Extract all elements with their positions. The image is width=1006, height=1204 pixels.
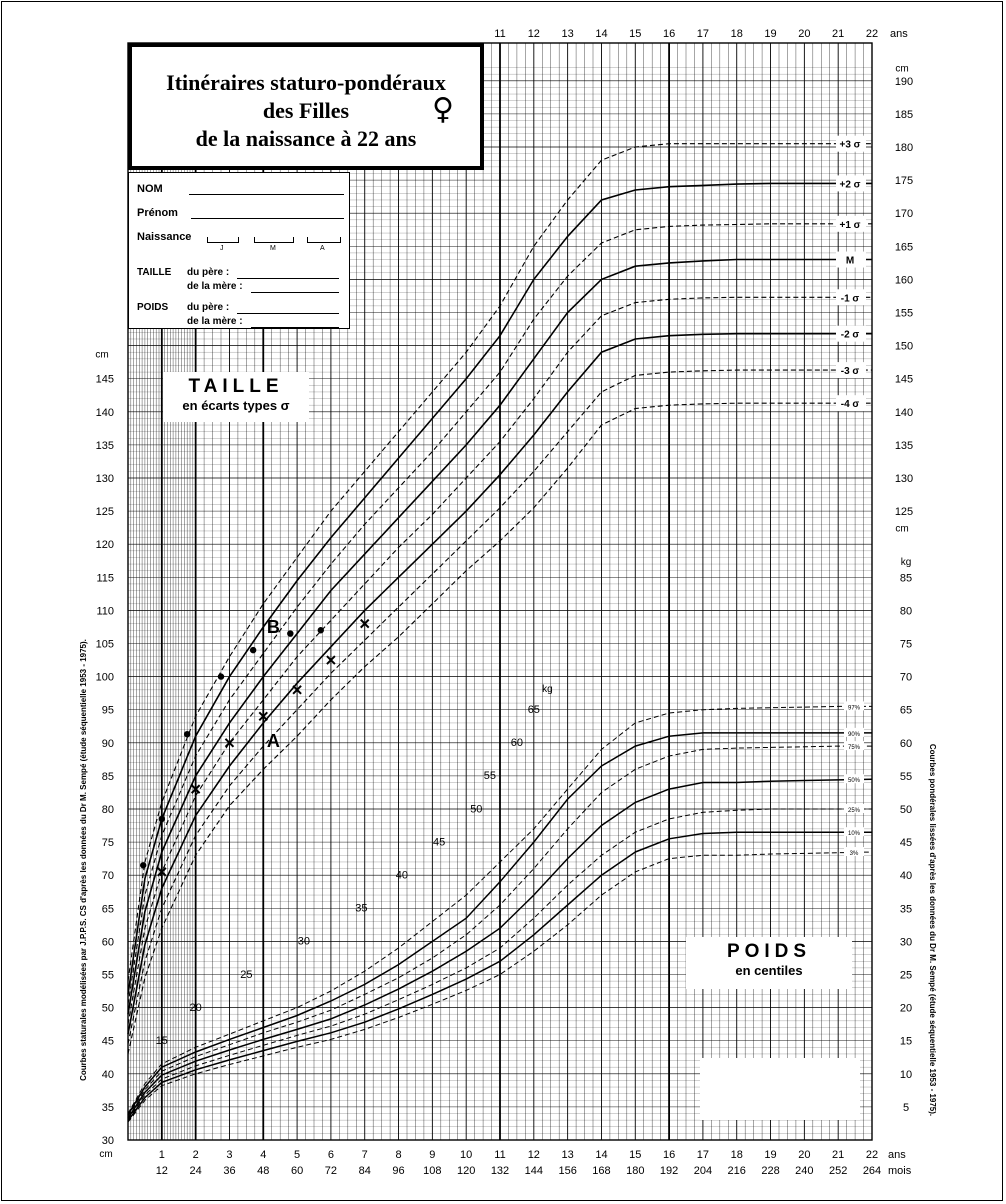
height-tick-right: 160 <box>894 274 914 287</box>
weight-tick-right: 85 <box>899 572 913 585</box>
height-tick-left: 105 <box>95 638 114 651</box>
height-curve-label: +1 σ <box>839 219 861 231</box>
height-curve-label: M <box>845 255 855 267</box>
nom-field[interactable] <box>189 194 344 195</box>
height-tick-left: 130 <box>95 473 114 485</box>
height-tick-left: 110 <box>96 605 114 618</box>
x-tick-years-top: 14 <box>595 28 608 40</box>
side-text-right: Courbes pondérales lissées d'après les données du Dr M. Sempé (étude séquentielle 1953 - 1975). <box>928 743 937 1117</box>
patient-b-point <box>287 630 293 636</box>
weight-tick-right: 60 <box>899 737 913 750</box>
weight-diagonal-tick: 50 <box>470 803 483 816</box>
height-tick-right: 185 <box>894 108 914 121</box>
taille-section-label <box>163 372 309 422</box>
weight-diagonal-tick: 35 <box>355 902 368 915</box>
patient-b-point <box>140 862 146 868</box>
x-tick-months: 252 <box>829 1165 848 1177</box>
height-tick-right: 165 <box>894 241 914 254</box>
patient-b-point <box>318 627 324 633</box>
height-tick-left: 125 <box>95 506 114 519</box>
x-tick-years: 18 <box>730 1149 743 1161</box>
x-tick-months: 12 <box>155 1165 168 1177</box>
weight-tick-right: 50 <box>899 804 913 816</box>
height-tick-left: 135 <box>95 439 114 452</box>
weight-tick-right: 65 <box>899 704 913 717</box>
poids-title: POIDS <box>726 941 812 962</box>
birth-day-field[interactable] <box>207 237 239 243</box>
height-tick-left: 140 <box>95 406 114 419</box>
x-tick-months: 84 <box>358 1165 371 1177</box>
height-curve-label: -2 σ <box>840 329 860 341</box>
taille-pere-field[interactable] <box>237 278 339 279</box>
height-tick-left: 30 <box>101 1135 114 1147</box>
height-tick-right: 130 <box>894 473 914 485</box>
x-tick-years: 17 <box>696 1149 710 1161</box>
x-tick-months: 180 <box>626 1165 645 1177</box>
weight-tick-right: 55 <box>899 770 913 783</box>
patient-b-point <box>250 647 256 653</box>
height-tick-right: 140 <box>894 406 914 419</box>
height-tick-left: 55 <box>101 969 114 982</box>
patient-b-point <box>218 673 224 679</box>
x-tick-months: 264 <box>862 1165 882 1177</box>
taille-mere-label: de la mère : <box>187 281 243 292</box>
title-line-1: Itinéraires staturo-pondéraux <box>166 70 446 95</box>
x-tick-years-top: 19 <box>764 28 777 40</box>
height-tick-right: 145 <box>894 373 914 386</box>
poids-label: POIDS <box>137 302 169 313</box>
taille-subtitle: en écarts types σ <box>182 398 290 413</box>
x-tick-years-top: 15 <box>629 28 642 40</box>
x-tick-years: 5 <box>294 1149 301 1161</box>
weight-tick-right: 20 <box>899 1002 913 1015</box>
prenom-label: Prénom <box>137 207 178 219</box>
x-tick-years: 8 <box>395 1149 402 1161</box>
height-tick-right: 155 <box>894 307 914 320</box>
weight-tick-right: 45 <box>899 837 913 850</box>
weight-tick-right: 10 <box>899 1068 913 1081</box>
weight-tick-right: 5 <box>902 1101 910 1114</box>
height-curve-label: +2 σ <box>839 179 861 191</box>
weight-diagonal-tick: 60 <box>510 737 524 750</box>
x-tick-years: 15 <box>629 1149 642 1161</box>
side-text-left: Courbes staturales modélisées par J.P.P.S. CS d'après les données du Dr M. Sempé (étude séquentielle 1953 - 1975). <box>79 639 88 1081</box>
height-tick-right: 180 <box>894 142 914 154</box>
marker-a-label: A <box>266 730 280 751</box>
poids-subtitle: en centiles <box>735 963 803 978</box>
x-unit-months: mois <box>888 1165 912 1177</box>
x-tick-years-top: 17 <box>696 28 710 40</box>
weight-tick-right: 40 <box>899 870 913 883</box>
weight-diagonal-tick: 30 <box>297 935 310 948</box>
x-tick-years: 19 <box>764 1149 777 1161</box>
x-unit-top: ans <box>890 28 908 40</box>
x-tick-months: 96 <box>392 1165 405 1177</box>
x-tick-months: 48 <box>257 1165 270 1177</box>
taille-pere-label: du père : <box>187 267 230 278</box>
title-box <box>128 43 484 170</box>
year-tick: A <box>320 245 325 252</box>
height-tick-right: 125 <box>894 506 914 519</box>
height-tick-right: 150 <box>894 340 914 353</box>
title-line-2: des Filles <box>262 98 350 123</box>
weight-unit-right: kg <box>900 556 912 568</box>
x-tick-years: 3 <box>226 1149 233 1161</box>
height-tick-left: 115 <box>96 572 114 585</box>
weight-tick-right: 30 <box>899 936 913 949</box>
x-tick-months: 108 <box>423 1165 442 1177</box>
height-tick-left: 65 <box>101 903 114 916</box>
x-tick-months: 240 <box>795 1165 814 1177</box>
height-curve-label: -3 σ <box>840 366 860 378</box>
height-tick-right: 170 <box>894 208 914 221</box>
height-tick-left: 60 <box>101 936 114 949</box>
weight-curve-label: 97% <box>847 705 861 712</box>
x-tick-months: 168 <box>592 1165 611 1177</box>
height-tick-left: 70 <box>101 870 114 883</box>
height-unit-left-top: cm <box>95 349 109 361</box>
weight-tick-right: 70 <box>899 671 913 684</box>
x-tick-years: 2 <box>192 1149 199 1161</box>
height-tick-left: 75 <box>101 837 114 850</box>
x-tick-months: 24 <box>189 1165 202 1177</box>
x-tick-years: 22 <box>865 1149 879 1161</box>
x-tick-months: 216 <box>727 1165 746 1177</box>
day-tick: J <box>220 245 224 252</box>
x-tick-months: 36 <box>223 1165 236 1177</box>
title-line-3: de la naissance à 22 ans <box>195 126 417 151</box>
weight-tick-right: 25 <box>899 969 913 982</box>
patient-b-point <box>159 816 165 822</box>
x-tick-years: 10 <box>460 1149 473 1161</box>
weight-curve-label: 3% <box>849 851 859 858</box>
height-curve-label: -4 σ <box>840 399 860 411</box>
x-tick-months: 228 <box>761 1165 780 1177</box>
height-tick-left: 45 <box>101 1035 114 1048</box>
prenom-field[interactable] <box>191 218 344 219</box>
height-tick-left: 85 <box>101 770 114 783</box>
x-tick-months: 204 <box>693 1165 713 1177</box>
x-tick-months: 132 <box>490 1165 510 1177</box>
naissance-label: Naissance <box>137 231 192 243</box>
month-tick: M <box>270 245 276 252</box>
poids-mere-field[interactable] <box>251 327 339 328</box>
x-tick-years: 7 <box>361 1149 368 1161</box>
weight-tick-right: 15 <box>899 1035 913 1048</box>
poids-pere-field[interactable] <box>237 313 339 314</box>
x-tick-years: 14 <box>595 1149 608 1161</box>
x-tick-months: 60 <box>290 1165 304 1177</box>
x-tick-years: 21 <box>832 1149 845 1161</box>
height-tick-right: 175 <box>894 175 914 188</box>
height-tick-left: 80 <box>101 804 114 816</box>
height-tick-right: 135 <box>894 439 914 452</box>
weight-diagonal-tick: 15 <box>155 1035 168 1047</box>
height-unit-right-bottom: cm <box>895 523 909 535</box>
x-tick-months: 156 <box>558 1165 577 1177</box>
height-tick-left: 120 <box>95 539 114 552</box>
x-tick-years-top: 21 <box>832 28 845 40</box>
poids-mere-label: de la mère : <box>187 316 243 327</box>
x-tick-years-top: 16 <box>662 28 676 40</box>
x-unit-years: ans <box>888 1149 906 1161</box>
height-tick-left: 50 <box>101 1002 114 1015</box>
marker-b-label: B <box>266 616 280 637</box>
x-tick-months: 72 <box>324 1165 338 1177</box>
x-tick-years: 12 <box>527 1149 540 1161</box>
weight-diagonal-tick: 40 <box>395 869 409 882</box>
patient-b-point <box>184 731 190 737</box>
taille-mere-field[interactable] <box>251 292 339 293</box>
weight-curve-label: 75% <box>847 745 861 752</box>
taille-title: TAILLE <box>188 376 284 397</box>
x-tick-years: 11 <box>494 1149 506 1161</box>
x-tick-years-top: 20 <box>798 28 811 40</box>
x-tick-years: 6 <box>327 1149 334 1161</box>
weight-curve-label: 90% <box>847 731 861 738</box>
weight-diagonal-tick: 55 <box>483 770 496 783</box>
height-unit-left-bottom: cm <box>99 1149 113 1161</box>
weight-curve-label: 25% <box>847 808 861 814</box>
x-tick-years: 4 <box>260 1149 267 1161</box>
x-tick-years: 9 <box>429 1149 436 1161</box>
weight-curve-label: 10% <box>847 831 861 838</box>
weight-diagonal-tick: 45 <box>433 836 446 849</box>
x-tick-months: 192 <box>659 1165 679 1177</box>
x-tick-years-top: 13 <box>561 28 574 40</box>
weight-tick-right: 75 <box>899 638 913 651</box>
weight-curve-label: 50% <box>847 778 861 785</box>
height-curve-label: +3 σ <box>839 139 861 151</box>
height-tick-left: 145 <box>95 373 114 386</box>
x-tick-years: 16 <box>662 1149 676 1161</box>
taille-label: TAILLE <box>137 267 172 278</box>
x-tick-years: 13 <box>561 1149 574 1161</box>
venus-symbol-icon: ♀ <box>432 92 454 127</box>
x-tick-years-top: 18 <box>730 28 743 40</box>
weight-diagonal-tick: 25 <box>240 968 253 981</box>
x-tick-months: 120 <box>457 1165 476 1177</box>
weight-diagonal-tick: 20 <box>189 1001 202 1014</box>
x-tick-years-top: 11 <box>494 28 506 40</box>
x-tick-years-top: 12 <box>527 28 540 40</box>
height-tick-right: 190 <box>894 75 914 88</box>
height-tick-left: 35 <box>101 1101 114 1114</box>
height-curve-label: -1 σ <box>840 293 860 305</box>
x-tick-years: 20 <box>798 1149 811 1161</box>
weight-tick-right: 35 <box>899 903 913 916</box>
x-tick-months: 144 <box>524 1165 543 1177</box>
nom-label: NOM <box>137 183 163 195</box>
x-tick-years: 1 <box>158 1149 165 1161</box>
weight-tick-right: 80 <box>899 605 913 618</box>
height-tick-left: 40 <box>101 1068 114 1081</box>
weight-diagonal-tick: 65 <box>527 704 540 716</box>
height-tick-left: 100 <box>95 671 114 684</box>
x-tick-years-top: 22 <box>865 28 879 40</box>
weight-unit-diagonal: kg <box>542 684 553 695</box>
blank-area <box>700 1058 860 1120</box>
height-unit-right-top: cm <box>895 63 909 75</box>
poids-section-label <box>686 937 852 989</box>
height-tick-left: 90 <box>101 737 114 750</box>
birth-month-field[interactable] <box>254 237 294 243</box>
patient-id-form <box>128 172 350 329</box>
birth-year-field[interactable] <box>307 237 341 243</box>
poids-pere-label: du père : <box>187 302 230 313</box>
height-tick-left: 95 <box>101 704 114 717</box>
